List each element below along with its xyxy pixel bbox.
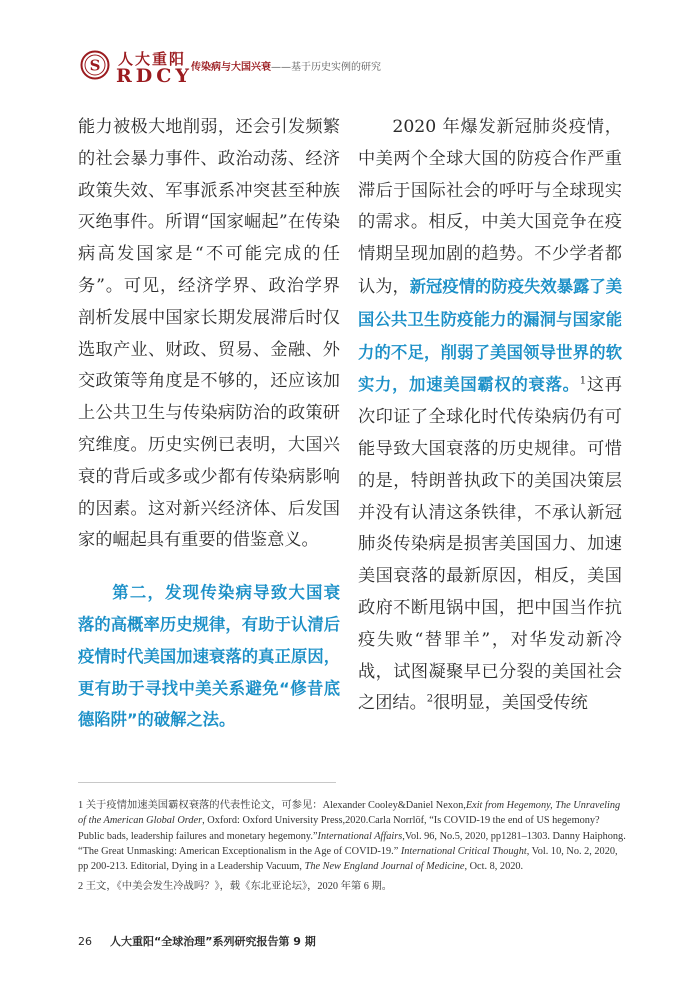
- footnote-1-journal: The New England Journal of Medicine: [304, 861, 465, 873]
- footnote-ref-1[interactable]: 1: [579, 375, 587, 387]
- running-header-title: 传染病与大国兴衰: [191, 62, 271, 73]
- page-header: [78, 44, 638, 90]
- left-column: [78, 112, 340, 736]
- footnotes: [78, 798, 626, 900]
- page-number: 26: [78, 935, 92, 948]
- running-header-subtitle: ——基于历史实例的研究: [271, 62, 381, 73]
- left-highlight-paragraph: 第二，发现传染病导致大国衰落的高概率历史规律，有助于认清后疫情时代美国加速衰落的真正原因，更有助于寻找中美关系避免“修昔底德陷阱”的破解之法。: [78, 583, 340, 730]
- right-paragraph-text-c: 很明显，美国受传统: [433, 693, 588, 714]
- footnote-1-text: ,Vol. 96, No.5, 2020, pp1281–1303. Danny Haiphong. “The Great Unmasking: American Exceptionalism in the Age of COVID-19.”: [78, 830, 626, 857]
- footnote-1-intro: 关于疫情加速美国霸权衰落的代表性论文，可参见：: [85, 800, 323, 811]
- series-title: 人大重阳“全球治理”系列研究报告第 9 期: [110, 935, 316, 948]
- running-header: [191, 58, 381, 73]
- footnote-1-book-title: Exit from Hegemony, The Unraveling of the American Global Order: [78, 800, 621, 827]
- footnote-1-text: , Oxford: Oxford University Press,2020.Carla Norrlöf, “Is COVID-19 the end of US hegemony? Public bads, leadership failures and monetary hegemony.”: [78, 815, 600, 842]
- footnote-1-journal: International Critical Thought: [400, 845, 527, 857]
- footnote-1-text: , Vol. 10, No. 2, 2020, pp 200-213. Editorial, Dying in a Leadership Vacuum,: [78, 845, 618, 873]
- logo-english-name: RDCY: [116, 65, 193, 87]
- footnote-1-text: Alexander Cooley&Daniel Nexon,: [322, 800, 466, 811]
- footnote-2-text: 王文，《中美会发生冷战吗？》，载《东北亚论坛》，2020 年第 6 期。: [85, 881, 393, 893]
- footnote-2: [78, 879, 626, 894]
- footnote-1-number: 1: [78, 800, 84, 811]
- left-paragraph-1: 能力被极大地削弱，还会引发频繁的社会暴力事件、政治动荡、经济政策失效、军事派系冲突甚至种族灭绝事件。所谓“国家崛起”在传染病高发国家是“不可能完成的任务”。可见，经济学界、政治学界剖析发展中国家长期发展滞后时仅选取产业、财政、贸易、金融、外交政策等角度是不够的，还应该加上公共卫生与传染病防治的政策研究维度。历史实例已表明，大国兴衰的背后或多或少都有传染病影响的因素。这对新兴经济体、后发国家的崛起具有重要的借鉴意义。: [78, 117, 340, 551]
- right-highlight-text: 新冠疫情的防疫失效暴露了美国公共卫生防疫能力的漏洞与国家能力的不足，削弱了美国领导世界的软实力，加速美国霸权的衰落。: [358, 276, 622, 395]
- logo-letter: S: [89, 56, 101, 75]
- footnote-1-text: , Oct. 8, 2020.: [464, 861, 524, 873]
- page-footer: [78, 933, 316, 949]
- logo-chinese-name: 人大重阳: [118, 50, 187, 68]
- footnote-divider: [78, 782, 336, 783]
- footnote-1: [78, 798, 626, 874]
- footnote-1-journal: International Affairs: [317, 830, 403, 842]
- right-paragraph-text-a: 2020 年爆发新冠肺炎疫情，中美两个全球大国的防疫合作严重滞后于国际社会的呼吁与全球现实的需求。相反，中美大国竞争在疫情期呈现加剧的趋势。不少学者都认为，: [358, 117, 622, 297]
- right-column: [358, 112, 622, 720]
- footnote-ref-2[interactable]: 2: [426, 693, 434, 705]
- rdcy-logo-icon: [80, 50, 110, 80]
- right-paragraph-text-b: 这再次印证了全球化时代传染病仍有可能导致大国衰落的历史规律。可惜的是，特朗普执政下的美国决策层并没有认清这条铁律，不承认新冠肺炎传染病是损害美国国力、加速美国衰落的最新原因，相反，美国政府不断甩锅中国，把中国当作抗疫失败“替罪羊”，对华发动新冷战，试图凝聚早已分裂的美国社会之团结。: [358, 375, 622, 714]
- footnote-2-number: 2: [78, 881, 84, 893]
- right-paragraph-1: [358, 112, 622, 720]
